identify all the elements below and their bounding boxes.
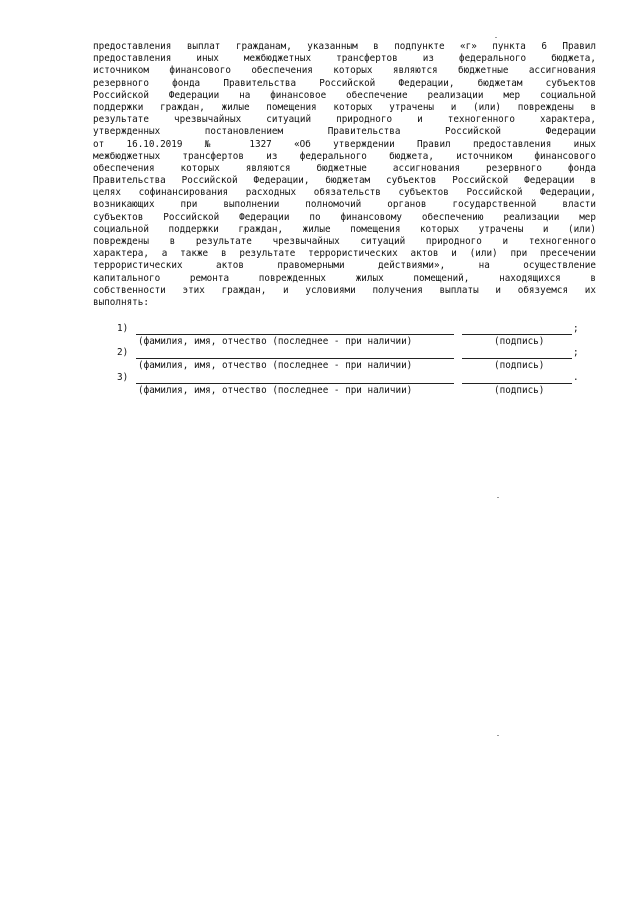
row-end-punctuation: ; (573, 323, 579, 334)
paragraph-line: утвержденных постановлением Правительства Российской Федерации (93, 126, 596, 138)
scan-speck (497, 497, 499, 498)
paragraph-line: результате чрезвычайных ситуаций природного и техногенного характера, (93, 114, 596, 126)
paragraph-line: субъектов Российской Федерации по финансовому обеспечению реализации мер (93, 211, 596, 223)
paragraph-line: Российской Федерации на финансовое обеспечение реализации мер социальной (93, 89, 596, 101)
row-number: 3) (117, 372, 129, 383)
signature-entry-line[interactable] (462, 358, 572, 359)
name-caption: (фамилия, имя, отчество (последнее - при наличии) (138, 336, 413, 347)
consent-paragraph (93, 41, 596, 309)
signature-row-1 (0, 323, 639, 347)
name-entry-line[interactable] (136, 334, 454, 335)
paragraph-line: источником финансового обеспечения которых являются бюджетные ассигнования (93, 65, 596, 77)
paragraph-line: целях софинансирования расходных обязательств субъектов Российской Федерации, (93, 187, 596, 199)
paragraph-line: террористических актов правомерными действиями», на осуществление (93, 260, 596, 272)
paragraph-line: возникающих при выполнении полномочий органов государственной власти (93, 199, 596, 211)
paragraph-line: повреждены в результате чрезвычайных ситуаций природного и техногенного (93, 236, 596, 247)
paragraph-line: капитального ремонта поврежденных жилых помещений, находящихся в (93, 272, 596, 284)
name-caption: (фамилия, имя, отчество (последнее - при наличии) (138, 360, 413, 371)
signature-row-2 (0, 347, 639, 371)
name-caption: (фамилия, имя, отчество (последнее - при наличии) (138, 385, 413, 396)
paragraph-line: характера, а также в результате террористических актов и (или) при пресечении (93, 248, 596, 260)
signature-row-3 (0, 372, 639, 396)
signature-entry-line[interactable] (462, 383, 572, 384)
signature-entry-line[interactable] (462, 334, 572, 335)
paragraph-line: предоставления выплат гражданам, указанным в подпункте «г» пункта 6 Правил (93, 41, 596, 52)
signature-caption: (подпись) (494, 336, 545, 347)
signature-caption: (подпись) (494, 385, 545, 396)
signature-caption: (подпись) (494, 360, 545, 371)
row-number: 2) (117, 347, 129, 358)
paragraph-line: от 16.10.2019 № 1327 «Об утверждении Правил предоставления иных (93, 138, 596, 150)
paragraph-line: выполнять: (93, 296, 149, 308)
paragraph-line: собственности этих граждан, и условиями получения выплаты и обязуемся их (93, 284, 596, 296)
paragraph-line: резервного фонда Правительства Российской Федерации, бюджетам субъектов (93, 77, 596, 89)
paragraph-line: обеспечения которых являются бюджетные ассигнования резервного фонда (93, 162, 596, 174)
paragraph-line: межбюджетных трансфертов из федерального бюджета, источником финансового (93, 150, 596, 162)
paragraph-line: социальной поддержки граждан, жилые помещения которых утрачены и (или) (93, 223, 596, 235)
name-entry-line[interactable] (136, 358, 454, 359)
paragraph-line: Правительства Российской Федерации, бюджетам субъектов Российской Федерации в (93, 175, 596, 187)
row-end-punctuation: . (573, 372, 579, 383)
paragraph-line: поддержки граждан, жилые помещения которых утрачены и (или) повреждены в (93, 101, 596, 113)
paragraph-line: предоставления иных межбюджетных трансфертов из федерального бюджета, (93, 53, 596, 65)
scan-speck (497, 735, 499, 736)
row-end-punctuation: ; (573, 347, 579, 358)
scan-speck (495, 37, 497, 38)
row-number: 1) (117, 323, 129, 334)
name-entry-line[interactable] (136, 383, 454, 384)
